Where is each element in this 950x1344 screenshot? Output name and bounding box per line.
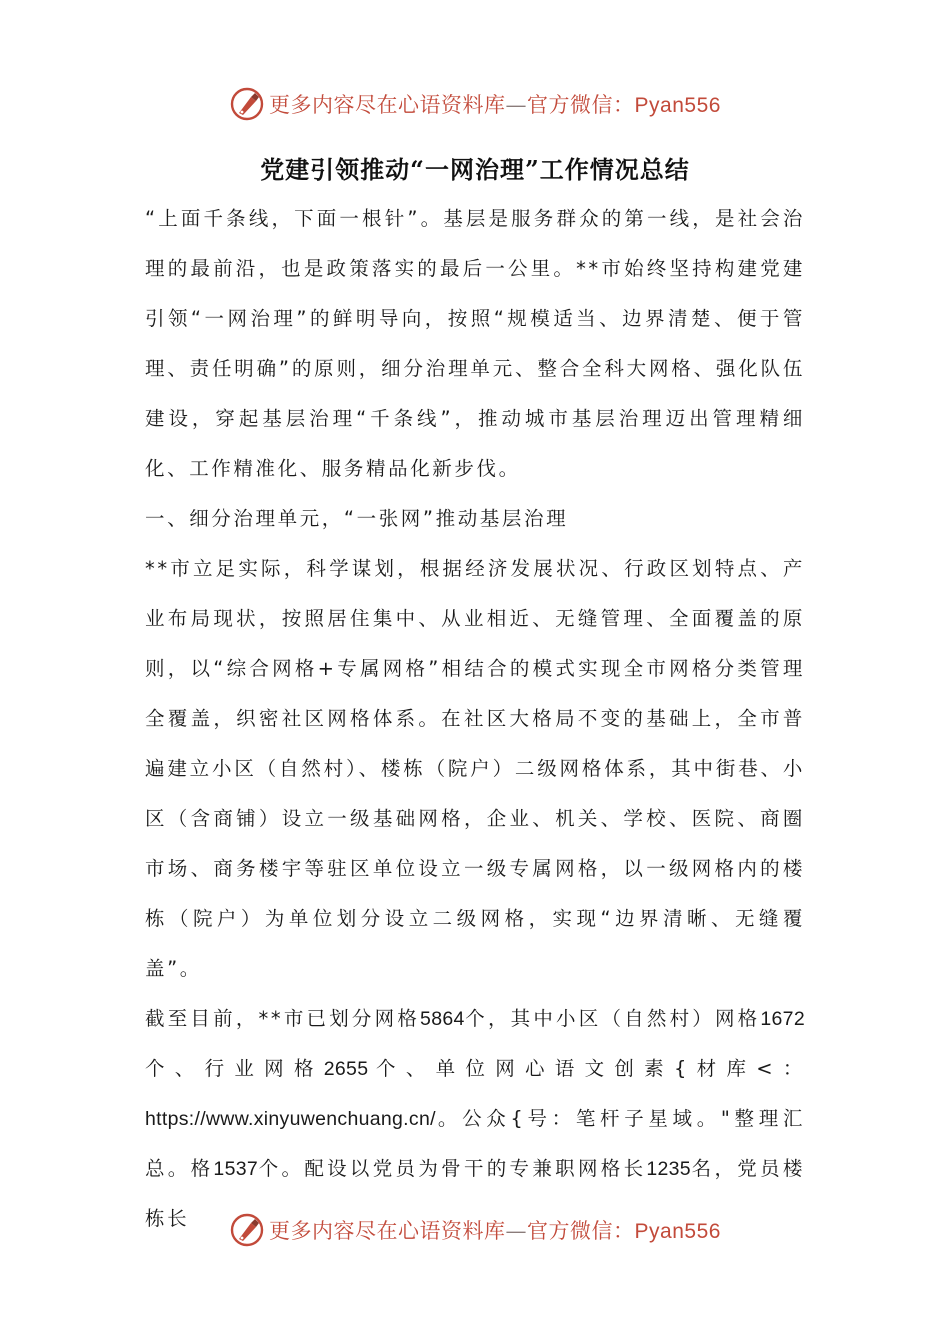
banner-text: 更多内容尽在心语资料库—官方微信：Pyan556 [269,1219,721,1243]
pen-nib-logo-icon [229,86,265,122]
document-title: 党建引领推动“一网治理”工作情况总结 [260,155,690,184]
wechat-id: Pyan556 [634,1220,721,1243]
paragraph-statistics: 截至目前，**市已划分网格5864个，其中小区（自然村）网格1672个、行业网格2655个、单位网心语文创素{材库<： https://www.xinyuwenchuang.cn/。公众{号：笔杆子星域。"整理汇总。格1537个。配设以党员为骨干的专兼职网格长1235名，党员楼栋长 [145,1007,805,1230]
embedded-url: https://www.xinyuwenchuang.cn/ [145,1108,436,1130]
banner-text: 更多内容尽在心语资料库—官方微信：Pyan556 [269,93,721,117]
document-body [145,194,805,1244]
wechat-id: Pyan556 [634,94,721,117]
header-watermark-banner [0,82,950,126]
paragraph-intro: “上面千条线，下面一根针”。基层是服务群众的第一线，是社会治理的最前沿，也是政策落实的最后一公里。**市始终坚持构建党建引领“一网治理”的鲜明导向，按照“规模适当、边界清楚、便于管理、责任明确”的原则，细分治理单元、整合全科大网格、强化队伍建设，穿起基层治理“千条线”，推动城市基层治理迈出管理精细化、工作精准化、服务精品化新步伐。 [145,207,805,480]
pen-nib-logo-icon [229,1212,265,1248]
section-heading-1: 一、细分治理单元，“一张网”推动基层治理 [145,507,569,530]
paragraph-section-1: **市立足实际，科学谋划，根据经济发展状况、行政区划特点、产业布局现状，按照居住集中、从业相近、无缝管理、全面覆盖的原则，以“综合网格+专属网格”相结合的模式实现全市网格分类管理全覆盖，织密社区网格体系。在社区大格局不变的基础上，全市普遍建立小区（自然村）、楼栋（院户）二级网格体系，其中街巷、小区（含商铺）设立一级基础网格，企业、机关、学校、医院、商圈市场、商务楼宇等驻区单位设立一级专属网格，以一级网格内的楼栋（院户）为单位划分设立二级网格，实现“边界清晰、无缝覆盖”。 [145,557,805,980]
footer-watermark-banner [0,1208,950,1252]
